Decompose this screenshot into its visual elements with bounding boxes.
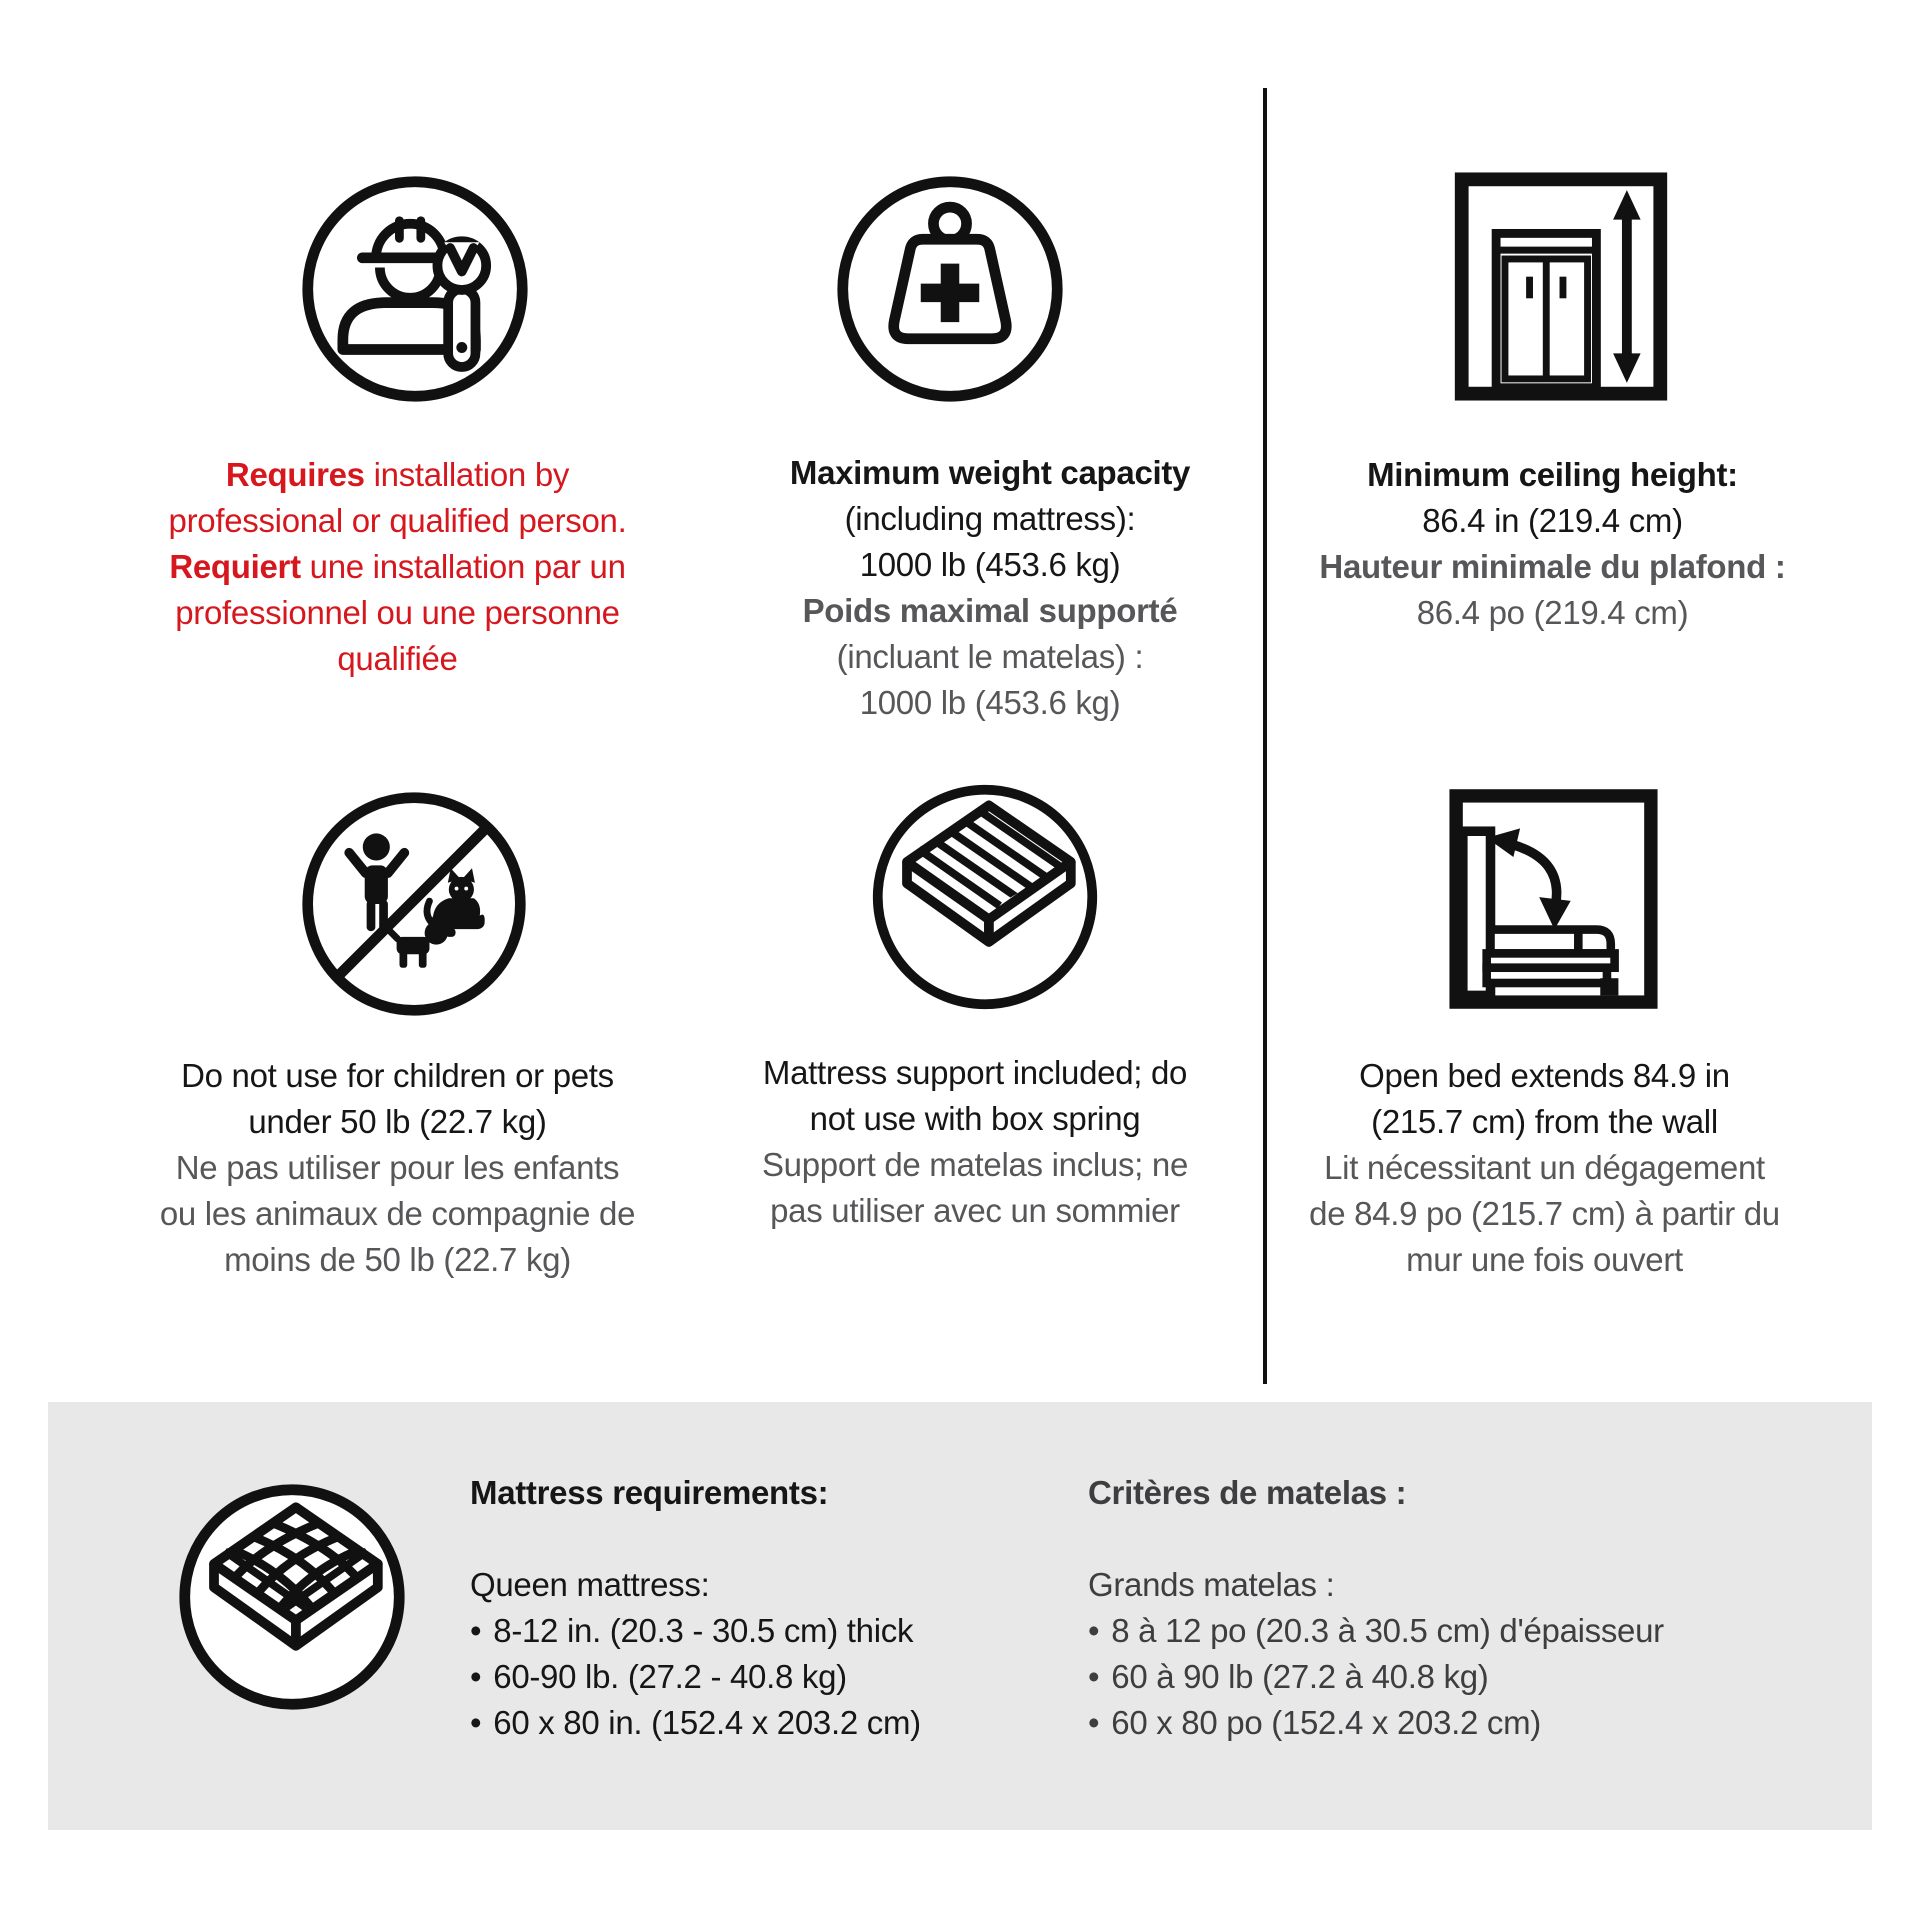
mattress-bullet-en: • 8-12 in. (20.3 - 30.5 cm) thick bbox=[470, 1608, 1060, 1654]
mattress-bullet-en: • 60 x 80 in. (152.4 x 203.2 cm) bbox=[470, 1700, 1060, 1746]
no-children-pets-icon bbox=[298, 788, 530, 1020]
mattress-bullet-fr: • 60 à 90 lb (27.2 à 40.8 kg) bbox=[1088, 1654, 1768, 1700]
bullet-dot: • bbox=[1088, 1658, 1100, 1695]
bullet-dot: • bbox=[1088, 1704, 1100, 1741]
spacer bbox=[470, 1516, 1060, 1562]
open-bed-note: Open bed extends 84.9 in (215.7 cm) from the wall Lit nécessitant un dégagement de 84.9 po (215.7 cm) à partir du mur une fois ouvert bbox=[1309, 1057, 1780, 1278]
mattress-support-icon bbox=[868, 780, 1102, 1014]
bullet-dot: • bbox=[470, 1612, 482, 1649]
mattress-bullet-en: • 60-90 lb. (27.2 - 40.8 kg) bbox=[470, 1654, 1060, 1700]
open-bed-icon bbox=[1438, 785, 1669, 1013]
mattress-requirements-title-en: Mattress requirements: bbox=[470, 1474, 829, 1511]
bullet-dot: • bbox=[470, 1658, 482, 1695]
mattress-subtitle-en: Queen mattress: bbox=[470, 1566, 710, 1603]
installer-wrench-icon bbox=[298, 172, 532, 406]
mattress-requirements-title-fr: Critères de matelas : bbox=[1088, 1474, 1407, 1511]
max-weight-icon bbox=[833, 172, 1067, 406]
mattress-bullet-fr: • 8 à 12 po (20.3 à 30.5 cm) d'épaisseur bbox=[1088, 1608, 1768, 1654]
mattress-bullet-fr: • 60 x 80 po (152.4 x 203.2 cm) bbox=[1088, 1700, 1768, 1746]
vertical-divider bbox=[1263, 88, 1267, 1384]
mattress-requirements-fr bbox=[1088, 1470, 1768, 1746]
ceiling-height-icon bbox=[1445, 168, 1677, 405]
bullet-dot: • bbox=[1088, 1612, 1100, 1649]
mattress-requirements-en bbox=[470, 1470, 1060, 1746]
spacer bbox=[1088, 1516, 1768, 1562]
no-children-pets-note: Do not use for children or pets under 50 lb (22.7 kg) Ne pas utiliser pour les enfants ou les animaux de compagnie de moins de 50 lb (22.7 kg) bbox=[159, 1057, 636, 1278]
bullet-dot: • bbox=[470, 1704, 482, 1741]
mattress-icon bbox=[175, 1480, 409, 1714]
mattress-subtitle-fr: Grands matelas : bbox=[1088, 1566, 1335, 1603]
ceiling-height-note: Minimum ceiling height: 86.4 in (219.4 cm) Hauteur minimale du plafond : 86.4 po (219.4 cm) bbox=[1319, 456, 1786, 631]
install-note: Requires installation by professional or qualified person. Requiert une installation par un professionnel ou une personne qualifiée bbox=[168, 456, 627, 677]
weight-capacity-note: Maximum weight capacity (including mattress): 1000 lb (453.6 kg) Poids maximal supporté (incluant le matelas) : 1000 lb (453.6 kg) bbox=[789, 454, 1191, 721]
mattress-support-note: Mattress support included; do not use with box spring Support de matelas inclus; ne pas utiliser avec un sommier bbox=[761, 1054, 1189, 1229]
